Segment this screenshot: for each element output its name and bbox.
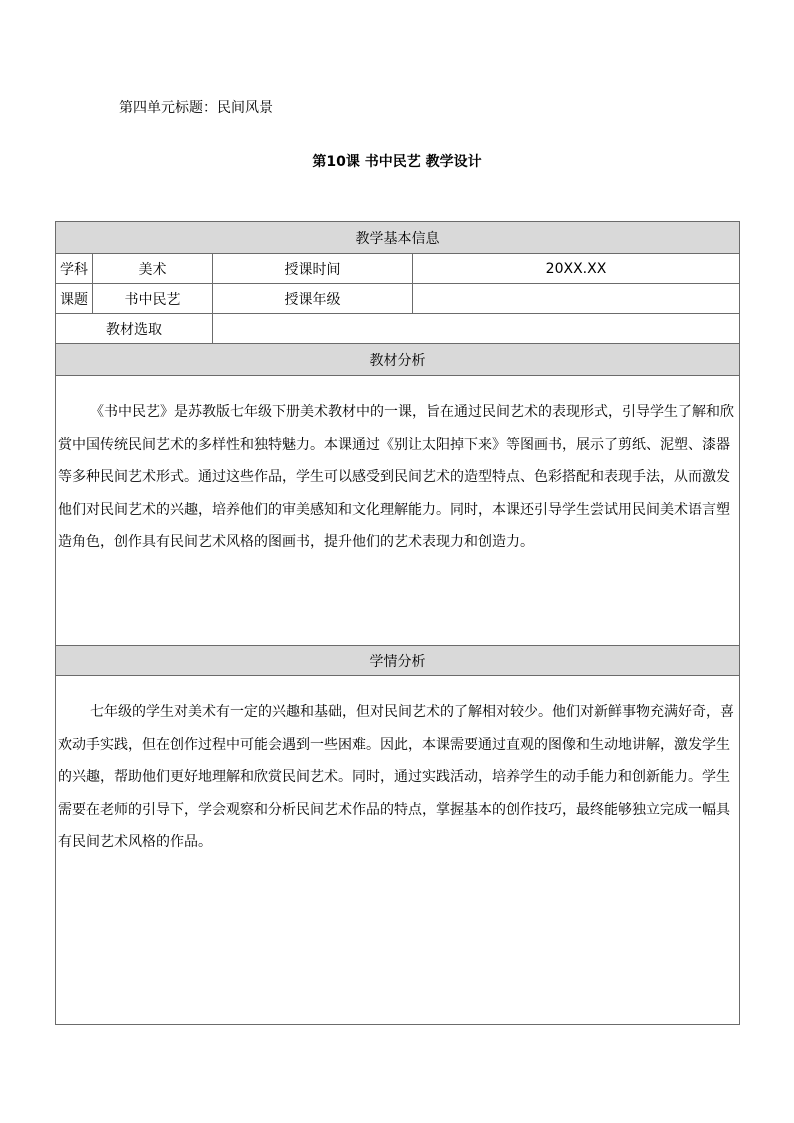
material-analysis-row	[56, 376, 740, 646]
student-analysis-text: 七年级的学生对美术有一定的兴趣和基础，但对民间艺术的了解相对较少。他们对新鲜事物充满好奇，喜欢动手实践，但在创作过程中可能会遇到一些困难。因此，本课需要通过直观的图像和生动地讲解，激发学生的兴趣，帮助他们更好地理解和欣赏民间艺术。同时，通过实践活动，培养学生的动手能力和创新能力。学生需要在老师的引导下，学会观察和分析民间艺术作品的特点，掌握基本的创作技巧，最终能够独立完成一幅具有民间艺术风格的作品。	[58, 704, 734, 850]
student-analysis-row	[56, 676, 740, 1025]
material-analysis-text: 《书中民艺》是苏教版七年级下册美术教材中的一课，旨在通过民间艺术的表现形式，引导学生了解和欣赏中国传统民间艺术的多样性和独特魅力。本课通过《别让太阳掉下来》等图画书，展示了剪纸、泥塑、漆器等多种民间艺术形式。通过这些作品，学生可以感受到民间艺术的造型特点、色彩搭配和表现手法，从而激发他们对民间艺术的兴趣，培养他们的审美感知和文化理解能力。同时，本课还引导学生尝试用民间美术语言塑造角色，创作具有民间艺术风格的图画书，提升他们的艺术表现力和创造力。	[58, 404, 734, 550]
grade-value	[413, 284, 740, 314]
subject-row	[56, 254, 740, 284]
basic-info-header: 教学基本信息	[56, 222, 740, 254]
material-analysis-header: 教材分析	[56, 344, 740, 376]
lesson-time-value: 20XX.XX	[413, 254, 740, 284]
material-label: 教材选取	[56, 314, 213, 344]
lesson-title: 第10课 书中民艺 教学设计	[312, 154, 482, 170]
material-analysis-cell	[56, 376, 740, 646]
subject-value: 美术	[93, 254, 213, 284]
unit-title: 第四单元标题：民间风景	[119, 100, 273, 116]
material-analysis-header-row	[56, 344, 740, 376]
student-analysis-cell	[56, 676, 740, 1025]
topic-label: 课题	[56, 284, 93, 314]
topic-row	[56, 284, 740, 314]
subject-label: 学科	[56, 254, 93, 284]
material-value	[213, 314, 740, 344]
student-analysis-header-row	[56, 646, 740, 676]
student-analysis-header: 学情分析	[56, 646, 740, 676]
topic-value: 书中民艺	[93, 284, 213, 314]
lesson-time-label: 授课时间	[213, 254, 413, 284]
teaching-design-table	[55, 221, 740, 1025]
material-row	[56, 314, 740, 344]
basic-info-header-row	[56, 222, 740, 254]
grade-label: 授课年级	[213, 284, 413, 314]
